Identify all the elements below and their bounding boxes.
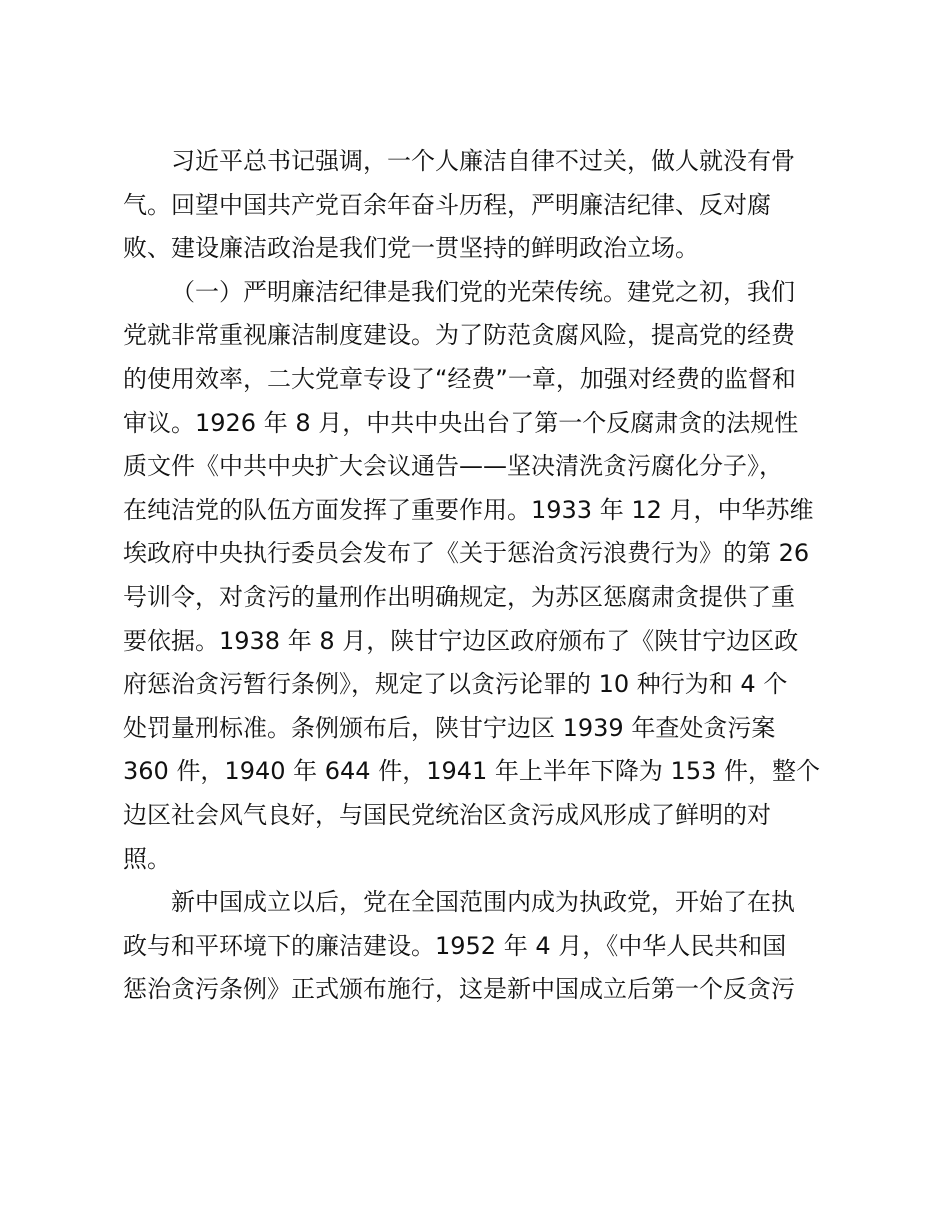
paragraph-1-line-2: 气。回望中国共产党百余年奋斗历程，严明廉洁纪律、反对腐 [123, 190, 771, 219]
paragraph-2-line-4: 审议。1926 年 8 月，中共中央出台了第一个反腐肃贪的法规性 [123, 408, 799, 437]
paragraph-2-line-2: 党就非常重视廉洁制度建设。为了防范贪腐风险，提高党的经费 [123, 321, 795, 350]
paragraph-3-line-3: 惩治贪污条例》正式颁布施行，这是新中国成立后第一个反贪污 [123, 975, 795, 1004]
paragraph-2-line-11: 处罚量刑标准。条例颁布后，陕甘宁边区 1939 年查处贪污案 [123, 713, 776, 742]
document-body [123, 140, 833, 1012]
paragraph-2-line-13: 边区社会风气良好，与国民党统治区贪污成风形成了鲜明的对 [123, 800, 771, 829]
paragraph-2-line-14: 照。 [123, 844, 171, 873]
paragraph-2-line-7: 埃政府中央执行委员会发布了《关于惩治贪污浪费行为》的第 26 [123, 539, 810, 568]
paragraph-2-line-10: 府惩治贪污暂行条例》，规定了以贪污论罪的 10 种行为和 4 个 [123, 670, 788, 699]
paragraph-3-line-2: 政与和平环境下的廉洁建设。1952 年 4 月，《中华人民共和国 [123, 931, 787, 960]
paragraph-2-line-3: 的使用效率，二大党章专设了“经费”一章，加强对经费的监督和 [123, 364, 796, 393]
paragraph-2-line-1: （一）严明廉洁纪律是我们党的光荣传统。建党之初，我们 [171, 277, 795, 306]
paragraph-1-line-3: 败、建设廉洁政治是我们党一贯坚持的鲜明政治立场。 [123, 234, 699, 263]
paragraph-3-line-1: 新中国成立以后，党在全国范围内成为执政党，开始了在执 [171, 888, 795, 917]
paragraph-2-line-8: 号训令，对贪污的量刑作出明确规定，为苏区惩腐肃贪提供了重 [123, 582, 795, 611]
paragraph-2-line-12: 360 件，1940 年 644 件，1941 年上半年下降为 153 件，整个 [123, 757, 820, 786]
paragraph-2-line-9: 要依据。1938 年 8 月，陕甘宁边区政府颁布了《陕甘宁边区政 [123, 626, 799, 655]
paragraph-1-line-1: 习近平总书记强调，一个人廉洁自律不过关，做人就没有骨 [171, 147, 795, 175]
paragraph-2-line-5: 质文件《中共中央扩大会议通告——坚决清洗贪污腐化分子》， [123, 452, 783, 481]
paragraph-2-line-6: 在纯洁党的队伍方面发挥了重要作用。1933 年 12 月，中华苏维 [123, 495, 814, 524]
